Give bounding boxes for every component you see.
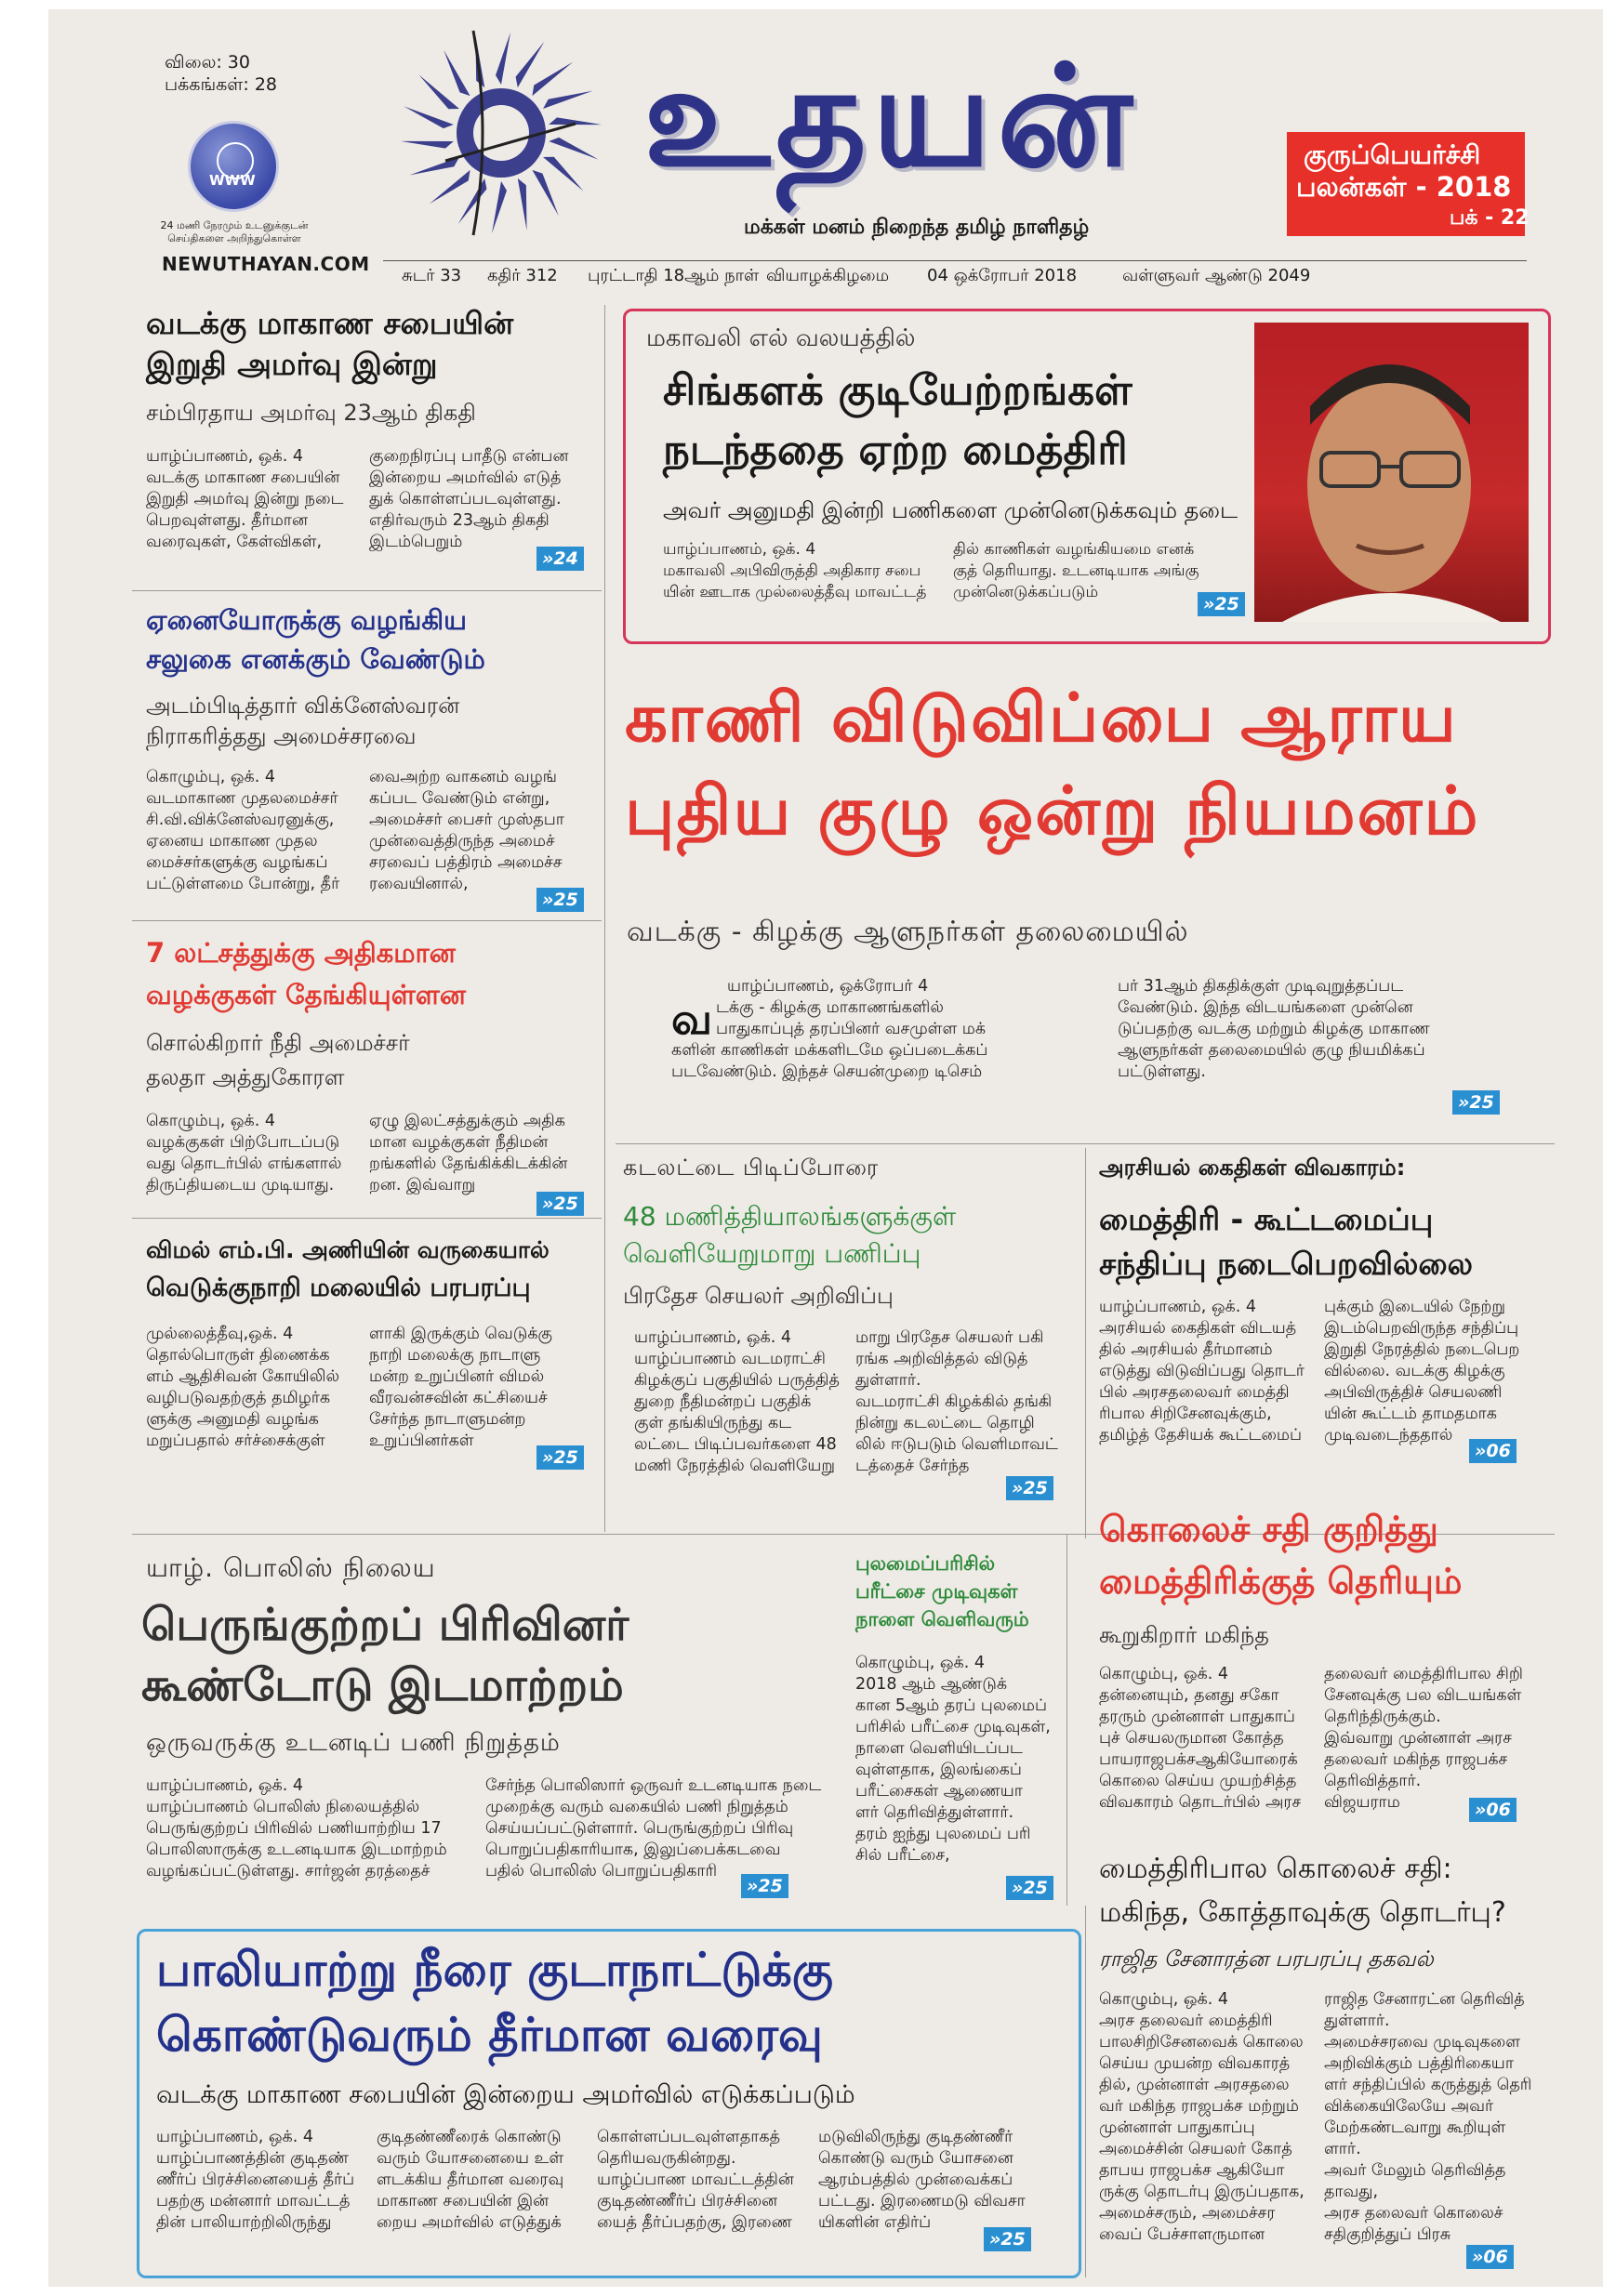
body-text-line: யாழ்ப்பாண மாவட்டத்தின் xyxy=(597,2171,794,2189)
body-text-line: துறை நீதிமன்றப் பகுதிக் xyxy=(634,1392,812,1411)
subheading-1: சொல்கிறார் நீதி அமைச்சர் xyxy=(146,1030,410,1056)
body-text-line: வது தொடர்பில் எங்களால் xyxy=(146,1155,342,1173)
body-text-line: யாழ்ப்பாணம், ஒக்ரோபர் 4 xyxy=(727,977,929,996)
article-paliyaru-water-project[interactable] xyxy=(137,1929,1081,2278)
body-text-line: றைய அமர்வில் எடுத்துக் xyxy=(377,2213,562,2232)
body-text-line: றங்களில் தேங்கிக்கிடக்கின் xyxy=(369,1155,568,1173)
headline-line-2: கொண்டுவரும் தீர்மான வரைவு xyxy=(156,2008,823,2062)
body-column-1 xyxy=(146,1111,360,1196)
body-text-line: டுப்பதற்கு வடக்கு மற்றும் கிழக்கு மாகாண xyxy=(1118,1020,1430,1038)
body-text-line: பெறவுள்ளது. தீர்மான xyxy=(146,511,308,530)
body-column-1 xyxy=(1099,1297,1318,1446)
headline-line-1: மைத்திரிபால கொலைச் சதி: xyxy=(1099,1853,1452,1885)
body-text-line: சதிகுறித்துப் பிரசு xyxy=(1324,2225,1451,2244)
headline-line-2: நடந்ததை ஏற்ற மைத்திரி xyxy=(663,425,1128,474)
body-text-line: பெருங்குற்றப் பிரிவில் பணியாற்றிய 17 xyxy=(146,1819,442,1838)
body-text-line: தாபய ராஜபக்ச ஆகியோ xyxy=(1099,2161,1285,2180)
headline-line-1: மைத்திரி - கூட்டமைப்பு xyxy=(1099,1201,1434,1237)
body-text-line: பட்டது. இரணைமடு விவசா xyxy=(818,2192,1026,2210)
body-text-line: தெரிந்திருக்கும். xyxy=(1324,1708,1441,1726)
body-column-1 xyxy=(1099,1989,1318,2246)
continued-page-link[interactable]: »25 xyxy=(536,888,584,912)
body-text-line: சேர்ந்த நாடாளுமன்ற xyxy=(369,1410,526,1429)
body-column-2 xyxy=(1324,1989,1543,2246)
kicker: கடலட்டை பிடிப்போரை xyxy=(623,1155,880,1181)
body-column-2 xyxy=(369,767,583,895)
lead-body-column-1 xyxy=(671,976,1099,1083)
lead-headline-line-1: காணி விடுவிப்பை ஆராய xyxy=(625,679,1458,757)
body-text-line: செய்யப்பட்டுள்ளார். பெருங்குற்றப் பிரிவு xyxy=(485,1819,794,1838)
body-text-line: முன்வைத்திருந்த அமைச் xyxy=(369,832,555,851)
body-text-line: வைப் பேச்சாளருமான xyxy=(1099,2225,1265,2244)
continued-page-number: 25 xyxy=(758,1876,783,1896)
body-text-line: நாறி மலைக்கு நாடாளு xyxy=(369,1346,541,1365)
body-text-line: அரச தலைவர் கொலைச் xyxy=(1324,2204,1503,2223)
body-text-line: தில் காணிகள் வழங்கியமை எனக் xyxy=(953,540,1195,559)
body-text-line: குடிதண்ணீர்ப் பிரச்சினை xyxy=(597,2192,778,2210)
body-text-line: லில் ஈடுபடும் வெளிமாவட் xyxy=(855,1435,1058,1454)
headline-line-1: 7 லட்சத்துக்கு அதிகமான xyxy=(146,937,456,969)
body-text-line: மாறு பிரதேச செயலர் பகி xyxy=(855,1328,1044,1347)
body-text-line: ஏழு இலட்சத்துக்கும் அதிக xyxy=(369,1112,565,1130)
body-text-line: இறுதி நேரத்தில் நடைபெற xyxy=(1324,1340,1520,1359)
tamil-date: புரட்டாதி 18ஆம் நாள் xyxy=(588,266,760,285)
body-text-line: கான 5ஆம் தரப் புலமைப் xyxy=(855,1696,1048,1715)
headline-line-2: வழக்குகள் தேங்கியுள்ளன xyxy=(146,979,467,1010)
body-text-line: தில் அரசியல் தீர்மானம் xyxy=(1099,1340,1273,1359)
continued-page-link[interactable]: »25 xyxy=(984,2227,1031,2251)
continued-page-number: 24 xyxy=(553,548,578,569)
body-text-line: மறுப்பதால் சர்ச்சைக்குள் xyxy=(146,1432,325,1450)
dateline-bar xyxy=(402,266,1536,294)
body-text-line: கொழும்பு, ஒக். 4 xyxy=(146,1112,276,1130)
body-text-line: கொழும்பு, ஒக். 4 xyxy=(855,1654,986,1672)
body-text-line: ளம் ஆதிசிவன் கோயிலில் xyxy=(146,1367,339,1386)
continued-page-link[interactable]: »06 xyxy=(1466,2245,1514,2269)
headline-line-2: கூண்டோடு இடமாற்றம் xyxy=(141,1659,624,1711)
body-text-line: தெரியவருகின்றது. xyxy=(597,2149,736,2168)
body-text-line: மகாவலி அபிவிருத்தி அதிகார சபை xyxy=(663,561,921,580)
subheading-2: தலதா அத்துகோரள xyxy=(146,1064,345,1090)
newspaper-slogan: மக்கள் மனம் நிறைந்த தமிழ் நாளிதழ் xyxy=(744,216,1090,239)
body-column-2 xyxy=(953,539,1232,603)
continued-page-number: 25 xyxy=(1469,1092,1494,1113)
body-column-2 xyxy=(369,446,583,553)
body-text-line: தில், முன்னாள் அரசதலை xyxy=(1099,2076,1290,2094)
body-text-line: ஆரம்பத்தில் முன்வைக்கப் xyxy=(818,2171,1013,2189)
body-text-line: வழக்குகள் பிற்போடப்படு xyxy=(146,1133,340,1152)
headline-line-1: கொலைச் சதி குறித்து xyxy=(1099,1508,1438,1550)
body-text-line: அமைச்சரும், அமைச்சர xyxy=(1099,2204,1276,2223)
headline-line-1: ஏனையோருக்கு வழங்கிய xyxy=(146,604,467,636)
body-column-1 xyxy=(146,1775,471,1882)
continued-page-link[interactable]: »25 xyxy=(1452,1090,1500,1115)
body-column-2 xyxy=(1324,1297,1543,1446)
body-text-line: ஆளுநர்கள் தலைமையில் குழு நியமிக்கப் xyxy=(1118,1041,1425,1060)
body-text-line: இவ்வாறு முன்னாள் அரச xyxy=(1324,1729,1512,1748)
body-text-line: இடம்பெறும் xyxy=(369,533,463,551)
headline-line-1: சிங்களக் குடியேற்றங்கள் xyxy=(663,365,1133,415)
body-text-line: பாயராஜபக்சஆகியோரைக் xyxy=(1099,1750,1298,1769)
body-text-line: குடிதண்ணீரைக் கொண்டு xyxy=(377,2128,562,2146)
body-text-line: தலைவர் மகிந்த ராஜபக்ச xyxy=(1324,1750,1508,1769)
body-text-line: யாழ்ப்பாணத்தின் குடிதண் xyxy=(156,2149,350,2168)
continued-page-link[interactable]: »25 xyxy=(1006,1476,1053,1500)
headline-line-1: வடக்கு மாகாண சபையின் xyxy=(146,305,514,341)
body-text-line: வடக்கு மாகாண சபையின் xyxy=(146,468,340,487)
kicker: யாழ். பொலிஸ் நிலைய xyxy=(146,1552,436,1583)
body-column-1 xyxy=(634,1327,848,1477)
body-text-line: லட்டை பிடிப்பவர்களை 48 xyxy=(634,1435,837,1454)
body-text-line: ஏனைய மாகாண முதல xyxy=(146,832,318,851)
body-column-2 xyxy=(369,1111,583,1196)
body-text-line: வழங்கப்பட்டுள்ளது. சார்ஜன் தரத்தைச் xyxy=(146,1862,430,1880)
body-text-line: யாழ்ப்பாணம் வடமராட்சி xyxy=(634,1350,826,1368)
body-text-line: துள்ளார். xyxy=(855,1371,921,1390)
continued-page-number: 25 xyxy=(1214,594,1239,614)
globe-icon xyxy=(188,121,279,212)
body-text-line: யாழ்ப்பாணம், ஒக். 4 xyxy=(1099,1298,1257,1316)
newspaper-title: உதயன் xyxy=(643,34,1138,198)
body-text-line: படவேண்டும். இந்தச் செயன்முறை டிசெம் xyxy=(671,1062,983,1081)
body-text-line: கொலை செய்ய முயற்சித்த xyxy=(1099,1772,1297,1790)
subheading: ராஜித சேனாரத்ன பரபரப்பு தகவல் xyxy=(1099,1947,1434,1972)
body-column-3 xyxy=(597,2127,806,2234)
lead-subheading: வடக்கு - கிழக்கு ஆளுநர்கள் தலைமையில் xyxy=(627,916,1189,948)
body-text-line: மைச்சர்களுக்கு வழங்கப் xyxy=(146,853,328,872)
body-text-line: மன்ற உறுப்பினர் விமல் xyxy=(369,1367,545,1386)
website-tagline: 24 மணி நேரமும் உடனுக்குடன் செய்திகளை அறிந்துகொள்ள xyxy=(160,219,309,244)
body-text-line: அமைச்சரவை முடிவுகளை xyxy=(1324,2033,1521,2052)
subheading: ஒருவருக்கு உடனடிப் பணி நிறுத்தம் xyxy=(146,1729,561,1757)
body-column-2 xyxy=(485,1775,839,1882)
body-text-line: வுள்ளதாக, இலங்கைப் xyxy=(855,1761,1022,1779)
body-text-line: கொண்டு வரும் யோசனை xyxy=(818,2149,1013,2168)
body-text-line: யாழ்ப்பாணம், ஒக். 4 xyxy=(663,540,816,559)
body-text-line: யிகளின் எதிர்ப் xyxy=(818,2213,932,2232)
body-text-line: முடிவடைந்ததால் xyxy=(1324,1426,1453,1445)
body-text-line: எதிர்வரும் 23ஆம் திகதி xyxy=(369,511,550,530)
subheading: வடக்கு மாகாண சபையின் இன்றைய அமர்வில் எடுக்கப்படும் xyxy=(156,2080,855,2109)
kicker: மகாவலி எல் வலயத்தில் xyxy=(646,324,916,352)
body-text-line: முன்னெடுக்கப்படும் xyxy=(953,583,1099,601)
body-text-line: யின் ஊடாக முல்லைத்தீவு மாவட்டத் xyxy=(663,583,927,601)
continued-page-link[interactable]: »06 xyxy=(1469,1798,1517,1822)
body-text-line: இறுதி அமர்வு இன்று நடை xyxy=(146,490,344,508)
continued-page-number: 25 xyxy=(1000,2229,1026,2250)
body-text-line: ரவையினால், xyxy=(369,875,469,893)
continued-page-link[interactable]: »25 xyxy=(536,1192,584,1216)
body-text-line: மேற்கண்டவாறு கூறியுள் xyxy=(1324,2118,1506,2137)
promo-line-2: பலன்கள் - 2018 xyxy=(1296,171,1512,203)
subheading-1: அடம்பிடித்தார் விக்னேஸ்வரன் xyxy=(146,693,460,719)
body-text-line: வீரவன்சவின் கட்சியைச் xyxy=(369,1389,548,1407)
body-text-line: ளார். xyxy=(1324,2140,1361,2158)
body-text-line: திருப்தியடைய முடியாது. xyxy=(146,1176,335,1194)
subheading: சம்பிரதாய அமர்வு 23ஆம் திகதி xyxy=(146,400,476,426)
body-text-line: கிழக்குப் பகுதியில் பருத்தித் xyxy=(634,1371,840,1390)
body-column-1 xyxy=(156,2127,365,2234)
body-text-line: யாழ்ப்பாணம், ஒக். 4 xyxy=(146,447,304,466)
body-text-line: நின்று கடலட்டை தொழி xyxy=(855,1414,1035,1432)
lead-body-column-2 xyxy=(1118,976,1527,1083)
body-text-line: யாழ்ப்பாணம், ஒக். 4 xyxy=(146,1776,304,1795)
body-text-line: குறைநிரப்பு பாதீடு என்பன xyxy=(369,447,569,466)
body-text-line: ரிபால சிறிசேனவுக்கும், xyxy=(1099,1405,1272,1423)
body-column-2 xyxy=(377,2127,586,2234)
body-text-line: தலைவர் மைத்திரிபால சிறி xyxy=(1324,1665,1523,1683)
headline-line-2: இறுதி அமர்வு இன்று xyxy=(146,346,438,382)
body-text-line: றன. இவ்வாறு xyxy=(369,1176,476,1194)
body-text-line: தமிழ்த் தேசியக் கூட்டமைப் xyxy=(1099,1426,1303,1445)
body-text-line: தெரிவித்தார். xyxy=(1324,1772,1422,1790)
body-text-line: வடமாகாண முதலமைச்சர் xyxy=(146,789,338,808)
headline-line-1: பாலியாற்று நீரை குடாநாட்டுக்கு xyxy=(156,1943,833,1997)
body-text-line: அவர் மேலும் தெரிவித்த xyxy=(1324,2161,1506,2180)
body-text-line: தரம் ஐந்து புலமைப் பரி xyxy=(855,1825,1031,1843)
body-text-line: பதில் பொலிஸ் பொறுப்பதிகாரி xyxy=(485,1862,718,1880)
body-text-line: விவகாரம் தொடர்பில் அரச xyxy=(1099,1793,1302,1812)
body-text-line: மாகாண சபையின் இன் xyxy=(377,2192,550,2210)
continued-page-link[interactable]: »24 xyxy=(536,547,584,571)
body-column-2 xyxy=(369,1324,583,1452)
body-text-line: அமைச்சர் பைசர் முஸ்தபா xyxy=(369,811,564,829)
body-text-line: சேர்ந்த பொலிஸார் ஒருவர் உடனடியாக நடை xyxy=(485,1776,822,1795)
subheading-2: நிராகரித்தது அமைச்சரவை xyxy=(146,723,417,749)
body-text-line: கொள்ளப்படவுள்ளதாகத் xyxy=(597,2128,780,2146)
body-text-line: டத்தைச் சேர்ந்த xyxy=(855,1457,970,1475)
headline-line-2: வெடுக்குநாறி மலையில் பரபரப்பு xyxy=(146,1273,531,1302)
body-text-line: செய்ய முயன்ற விவகாரத் xyxy=(1099,2054,1291,2073)
valluvar-year: வள்ளுவர் ஆண்டு 2049 xyxy=(1122,266,1311,285)
body-text-line: முல்லைத்தீவு,ஒக். 4 xyxy=(146,1325,294,1343)
body-text-line: சி.வி.விக்னேஸ்வரனுக்கு, xyxy=(146,811,335,829)
continued-page-number: 25 xyxy=(1023,1878,1048,1898)
body-text-line: பர் 31ஆம் திகதிக்குள் முடிவுறுத்தப்பட xyxy=(1118,977,1404,996)
body-text-line: உறுப்பினர்கள் xyxy=(369,1432,474,1450)
subheading: பிரதேச செயலர் அறிவிப்பு xyxy=(623,1283,894,1309)
body-text-line: சேனவுக்கு பல விடயங்கள் xyxy=(1324,1686,1522,1705)
body-text-line: பில் அரசதலைவர் மைத்தி xyxy=(1099,1383,1290,1402)
body-text-line: பொலிஸாருக்கு உடனடியாக இடமாற்றம் xyxy=(146,1841,447,1859)
body-text-line: வடமராட்சி கிழக்கில் தங்கி xyxy=(855,1392,1053,1411)
body-text-line: புச் செயலருமான கோத்த xyxy=(1099,1729,1284,1748)
continued-page-number: 06 xyxy=(1486,1441,1511,1461)
body-text-line: வேண்டும். இந்த விடயங்களை முன்னெ xyxy=(1118,998,1413,1017)
body-text-line: புக்கும் இடையில் நேற்று xyxy=(1324,1298,1506,1316)
body-text-line: ருக்கு தொடர்பு இருப்பதாக, xyxy=(1099,2183,1305,2201)
body-text-line: ராஜித சேனாரட்ன தெரிவித் xyxy=(1324,1990,1525,2009)
body-text-line: தரரும் முன்னாள் பாதுகாப் xyxy=(1099,1708,1295,1726)
body-text-line: வரைவுகள், கேள்விகள், xyxy=(146,533,323,551)
body-text-line: அரச தலைவர் மைத்திரி xyxy=(1099,2012,1273,2030)
body-column-1 xyxy=(146,767,360,895)
subheading: அவர் அனுமதி இன்றி பணிகளை முன்னெடுக்கவும் தடை xyxy=(663,497,1238,523)
body-text-line: துக் கொள்ளப்படவுள்ளது. xyxy=(369,490,562,508)
body-text-line: யைத் தீர்ப்பதற்கு, இரணை xyxy=(597,2213,792,2232)
body-text-line: பதற்கு மன்னார் மாவட்டத் xyxy=(156,2192,351,2210)
body-column-2 xyxy=(855,1327,1069,1477)
body-text-line: யாழ்ப்பாணம், ஒக். 4 xyxy=(634,1328,792,1347)
body-text-line: கப்பட வேண்டும் என்று, xyxy=(369,789,550,808)
president-portrait-photo xyxy=(1254,323,1529,622)
body-text-line: ளடக்கிய தீர்மான வரைவு xyxy=(377,2171,564,2189)
body-text-line: தாவது, xyxy=(1324,2183,1379,2201)
body-text-line: கொழும்பு, ஒக். 4 xyxy=(1099,1665,1229,1683)
body-text-line: பாலசிறிசேனவைக் கொலை xyxy=(1099,2033,1304,2052)
date: 04 ஒக்ரோபர் 2018 xyxy=(927,266,1078,285)
continued-page-link[interactable]: »06 xyxy=(1469,1439,1517,1463)
body-text-line: தின் பாலியாற்றிலிருந்து xyxy=(156,2213,332,2232)
headline-line-1: பெருங்குற்றப் பிரிவினர் xyxy=(141,1599,629,1651)
body-text-line: அபிவிருத்திச் செயலணி xyxy=(1324,1383,1503,1402)
body-text-line: அறிவிக்கும் பத்திரிகையா xyxy=(1324,2054,1514,2073)
body-text-line: பட்டுள்ளமை போன்று, தீர் xyxy=(146,875,340,893)
subheading: கூறுகிறார் மகிந்த xyxy=(1099,1622,1269,1648)
body-text-line: யாழ்ப்பாணம் பொலிஸ் நிலையத்தில் xyxy=(146,1798,420,1816)
body-text-line: ளாகி இருக்கும் வெடுக்கு xyxy=(369,1325,552,1343)
body-text-line: அமைச்சின் செயலர் கோத் xyxy=(1099,2140,1292,2158)
body-text-line: ணீர்ப் பிரச்சினையைத் தீர்ப் xyxy=(156,2171,355,2189)
body-text-line: குள் தங்கியிருந்து கட xyxy=(634,1414,792,1432)
body-text-line: சில் பரீட்சை, xyxy=(855,1846,950,1865)
body-text-line: மான வழக்குகள் நீதிமன் xyxy=(369,1133,549,1152)
headline-line-2: வெளியேறுமாறு பணிப்பு xyxy=(623,1238,921,1269)
body-text-line: மடுவிலிருந்து குடிதண்ணீர் xyxy=(818,2128,1013,2146)
drop-cap: வ xyxy=(671,997,713,1040)
promo-line-1: குருப்பெயர்ச்சி xyxy=(1304,139,1481,170)
body-text-line: முன்னாள் பாதுகாப்பு xyxy=(1099,2118,1255,2137)
body-text-line: 2018 ஆம் ஆண்டுக் xyxy=(855,1675,1008,1694)
article-mahaweli-settlements[interactable] xyxy=(623,309,1551,644)
body-text-line: வரும் யோசனையை உள் xyxy=(377,2149,564,2168)
website-url[interactable]: NEWUTHAYAN.COM xyxy=(162,253,370,275)
headline-line-2: மைத்திரிக்குத் தெரியும் xyxy=(1099,1560,1463,1602)
body-text-line: வ டக்கு - கிழக்கு மாகாணங்களில் பாதுகாப்புத் தரப்பினர் வசமுள்ள மக் xyxy=(671,997,987,1040)
body-text-line: தன்னையும், தனது சகோ xyxy=(1099,1686,1279,1705)
body-text-line: வழிபடுவதற்குத் தமிழர்க xyxy=(146,1389,331,1407)
body-text-line: அரசியல் கைதிகள் விடயத் xyxy=(1099,1319,1297,1338)
body-text-line: வைஅற்ற வாகனம் வழங் xyxy=(369,768,558,786)
headline-line-2: பரீட்சை முடிவுகள் xyxy=(855,1580,1018,1603)
www-label: WWW xyxy=(209,172,256,189)
promo-box[interactable] xyxy=(1287,132,1530,236)
page-count-label: பக்கங்கள்: 28 xyxy=(165,74,278,95)
body-column-1 xyxy=(855,1653,1060,1867)
body-text-line: சரவைப் பத்திரம் அமைச்ச xyxy=(369,853,563,872)
body-text-line: தொல்பொருள் திணைக்க xyxy=(146,1346,330,1365)
headline-line-1: விமல் எம்.பி. அணியின் வருகையால் xyxy=(146,1236,550,1263)
body-text-line: முறைக்கு வரும் வகையில் பணி நிறுத்தம் xyxy=(485,1798,788,1816)
continued-page-link[interactable]: »25 xyxy=(1006,1876,1053,1900)
body-text-line: யாழ்ப்பாணம், ஒக். 4 xyxy=(156,2128,314,2146)
headline-line-1: புலமைப்பரிசில் xyxy=(855,1552,996,1575)
headline-line-2: சலுகை எனக்கும் வேண்டும் xyxy=(146,643,485,675)
continued-page-number: 25 xyxy=(553,1447,578,1468)
body-text-line: துள்ளார். xyxy=(1324,2012,1390,2030)
body-text-line: மணி நேரத்தில் வெளியேறு xyxy=(634,1457,835,1475)
body-text-line: பரீட்சைகள் ஆணையா xyxy=(855,1782,1023,1801)
body-column-4 xyxy=(818,2127,1041,2234)
headline-line-2: சந்திப்பு நடைபெறவில்லை xyxy=(1099,1246,1474,1282)
kathir-number: கதிர் 312 xyxy=(487,266,558,285)
body-column-2 xyxy=(1324,1664,1543,1814)
body-text-line: பரிசில் பரீட்சை முடிவுகள், xyxy=(855,1718,1051,1736)
continued-page-number: 06 xyxy=(1486,1800,1511,1820)
body-column-1 xyxy=(146,1324,360,1452)
promo-page-ref: பக் - 22 xyxy=(1450,206,1530,230)
body-column-1 xyxy=(146,446,360,553)
body-text-line: பட்டுள்ளது. xyxy=(1118,1062,1206,1081)
body-text-line: ளர் தெரிவித்துள்ளார். xyxy=(855,1803,1014,1822)
continued-page-link[interactable]: »25 xyxy=(1198,592,1245,616)
newspaper-front-page xyxy=(48,9,1603,2287)
body-text-line: பொறுப்பதிகாரியாக, இலுப்பைக்கடவை xyxy=(485,1841,781,1859)
continued-page-number: 25 xyxy=(553,1194,578,1214)
body-text-line: விக்கையிலேயே அவர் xyxy=(1324,2097,1494,2116)
body-text-line: இடம்பெறவிருந்த சந்திப்பு xyxy=(1324,1319,1519,1338)
headline-line-3: நாளை வெளிவரும் xyxy=(855,1608,1029,1630)
body-text-line: வில்லை. வடக்கு கிழக்கு xyxy=(1324,1362,1505,1380)
continued-page-link[interactable]: »25 xyxy=(741,1874,788,1898)
headline-line-2: மகிந்த, கோத்தாவுக்கு தொடர்பு? xyxy=(1099,1896,1506,1929)
body-text-line: நாளை வெளியிடப்பட xyxy=(855,1739,1023,1758)
body-text-line: விஜயராம xyxy=(1324,1793,1400,1812)
continued-page-number: 25 xyxy=(553,890,578,910)
continued-page-number: 06 xyxy=(1483,2247,1508,2267)
body-text-line: இன்றைய அமர்வில் எடுத் xyxy=(369,468,562,487)
body-text-line: கொழும்பு, ஒக். 4 xyxy=(1099,1990,1229,2009)
body-text-line: வர் மகிந்த ராஜபக்ச மற்றும் xyxy=(1099,2097,1300,2116)
headline-line-1: 48 மணித்தியாலங்களுக்குள் xyxy=(623,1201,957,1232)
rising-sun-logo-icon xyxy=(394,26,608,240)
sudar-number: சுடர் 33 xyxy=(402,266,462,285)
body-text-line: ரங்க அறிவித்தல் விடுத் xyxy=(855,1350,1028,1368)
price-label: விலை: 30 xyxy=(165,52,250,73)
body-text-line: கொழும்பு, ஒக். 4 xyxy=(146,768,276,786)
body-text-line: யின் கூட்டம் தாமதமாக xyxy=(1324,1405,1497,1423)
kicker: அரசியல் கைதிகள் விவகாரம்: xyxy=(1099,1155,1406,1181)
body-column-1 xyxy=(1099,1664,1318,1814)
body-text-line: எடுத்து விடுவிப்பது தொடர் xyxy=(1099,1362,1305,1380)
lead-headline-line-2: புதிய குழு ஒன்று நியமனம் xyxy=(625,772,1480,850)
body-text-line: ளர் சந்திப்பில் கருத்துத் தெரி xyxy=(1324,2076,1532,2094)
continued-page-link[interactable]: »25 xyxy=(536,1445,584,1470)
body-text-line: களின் காணிகள் மக்களிடமே ஒப்படைக்கப் xyxy=(671,1041,988,1060)
body-column-1 xyxy=(663,539,942,603)
continued-page-number: 25 xyxy=(1023,1478,1048,1498)
body-text-line: ளுக்கு அனுமதி வழங்க xyxy=(146,1410,319,1429)
weekday: வியாழக்கிழமை xyxy=(766,266,890,285)
body-text-line: குத் தெரியாது. உடனடியாக அங்கு xyxy=(953,561,1199,580)
